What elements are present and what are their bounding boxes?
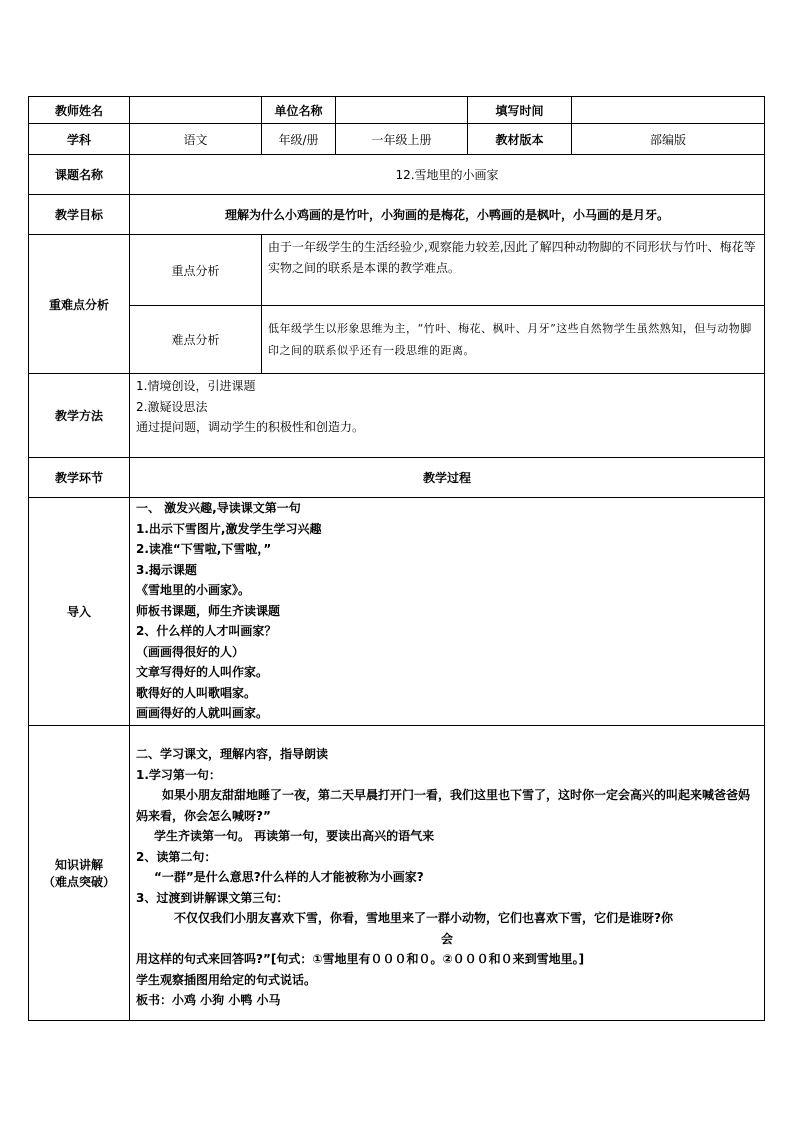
process-header-row [29,458,765,498]
knowledge-label-cell [29,726,130,1021]
unit-name-field[interactable] [336,97,468,124]
intro-row [29,498,765,726]
intro-line-6: 师板书课题，师生齐读课题 [136,603,281,618]
teaching-goal: 理解为什么小鸡画的是竹叶，小狗画的是梅花，小鸭画的是枫叶，小马画的是月牙。 [130,195,765,235]
subject-row [29,124,765,155]
knowledge-question-2: “一群”是什么意思?什么样的人才能被称为小画家? [154,870,424,884]
knowledge-read-1: 学生齐读第一句。 再读第一句，要读出高兴的语气来 [154,829,435,843]
key-point-cell [262,235,765,306]
intro-cell [130,498,765,726]
knowledge-observe: 学生观察插图用给定的句式说话。 [136,972,317,987]
knowledge-step-2: 2、读第二句： [136,849,217,864]
process-stage-label: 教学环节 [29,458,130,498]
difficulty-cell [262,306,765,374]
grade-label: 年级/册 [262,124,336,155]
knowledge-cell [130,726,765,1021]
difficulty-row [29,306,765,374]
method-line-3: 通过提问题，调动学生的积极性和创造力。 [136,420,365,434]
knowledge-step-1: 1.学习第一句： [136,767,221,782]
unit-name-label: 单位名称 [262,97,336,124]
lesson-plan-table [28,96,765,1021]
intro-line-9: 文章写得好的人叫作家。 [136,665,269,679]
subject-value: 语文 [130,124,262,155]
subject-label: 学科 [29,124,130,155]
teacher-name-label: 教师姓名 [29,97,130,124]
teaching-method-cell [130,374,765,458]
intro-line-3: 2.读准“下雪啦,下雪啦，” [136,542,272,556]
knowledge-board: 板书：小鸡 小狗 小鸭 小马 [136,993,281,1007]
difficulty-text: 低年级学生以形象思维为主，“竹叶、梅花、枫叶、月牙”这些自然物学生虽然熟知，但与动物脚印之间的联系似乎还有一段思维的距离。 [268,321,752,357]
knowledge-sublabel: （难点突破） [42,875,115,889]
method-row [29,374,765,458]
edition-value: 部编版 [572,124,765,155]
knowledge-step-3: 3、过渡到讲解课文第三句： [136,890,289,905]
lesson-title-label: 课题名称 [29,155,130,195]
teaching-goal-label: 教学目标 [29,195,130,235]
intro-line-2: 1.出示下雪图片,激发学生学习兴趣 [136,521,322,536]
method-line-1: 1.情境创设，引进课题 [136,379,256,393]
difficulty-label: 难点分析 [130,306,262,374]
key-point-row [29,235,765,306]
knowledge-paragraph-3: 不仅仅我们小朋友喜欢下雪，你看，雪地里来了一群小动物，它们也喜欢下雪，它们是谁呀?你 [174,911,673,925]
intro-line-5: 《雪地里的小画家》。 [136,583,251,597]
key-point-label: 重点分析 [130,235,262,306]
method-line-2: 2.激疑设思法 [136,399,208,414]
knowledge-title: 二、学习课文，理解内容，指导朗读 [136,747,329,761]
edition-label: 教材版本 [468,124,572,155]
header-row [29,97,765,124]
process-label: 教学过程 [130,458,765,498]
key-point-text: 由于一年级学生的生活经验少,观察能力较差,因此了解四种动物脚的不同形状与竹叶、梅花等实物之间的联系是本课的教学难点。 [268,240,756,275]
intro-line-10: 歌得好的人叫歌唱家。 [136,685,257,700]
intro-line-8: （画画得很好的人） [136,644,245,659]
analysis-label: 重难点分析 [29,235,130,374]
fill-date-field[interactable] [572,97,765,124]
intro-line-1: 一、 激发兴趣,导读课文第一句 [136,501,301,515]
teaching-method-label: 教学方法 [29,374,130,458]
grade-value: 一年级上册 [336,124,468,155]
knowledge-label: 知识讲解 [54,858,103,872]
knowledge-pattern: 用这样的句式来回答吗?”[句式：①雪地里有０００和０。②０００和０来到雪地里。] [136,952,585,966]
teacher-name-field[interactable] [130,97,262,124]
knowledge-hui: 会 [440,931,453,946]
intro-line-4: 3.揭示课题 [136,562,197,577]
fill-date-label: 填写时间 [468,97,572,124]
knowledge-paragraph-1: 如果小朋友甜甜地睡了一夜，第二天早晨打开门一看，我们这里也下雪了，这时你一定会高兴的叫起来喊爸爸妈妈来看，你会怎么喊呀?” [136,788,751,823]
intro-line-7: 2、什么样的人才叫画家？ [136,624,277,638]
lesson-title: 12.雪地里的小画家 [130,155,765,195]
lesson-row [29,155,765,195]
intro-line-11: 画画得好的人就叫画家。 [136,706,269,720]
knowledge-row [29,726,765,1021]
intro-label: 导入 [29,498,130,726]
goal-row [29,195,765,235]
